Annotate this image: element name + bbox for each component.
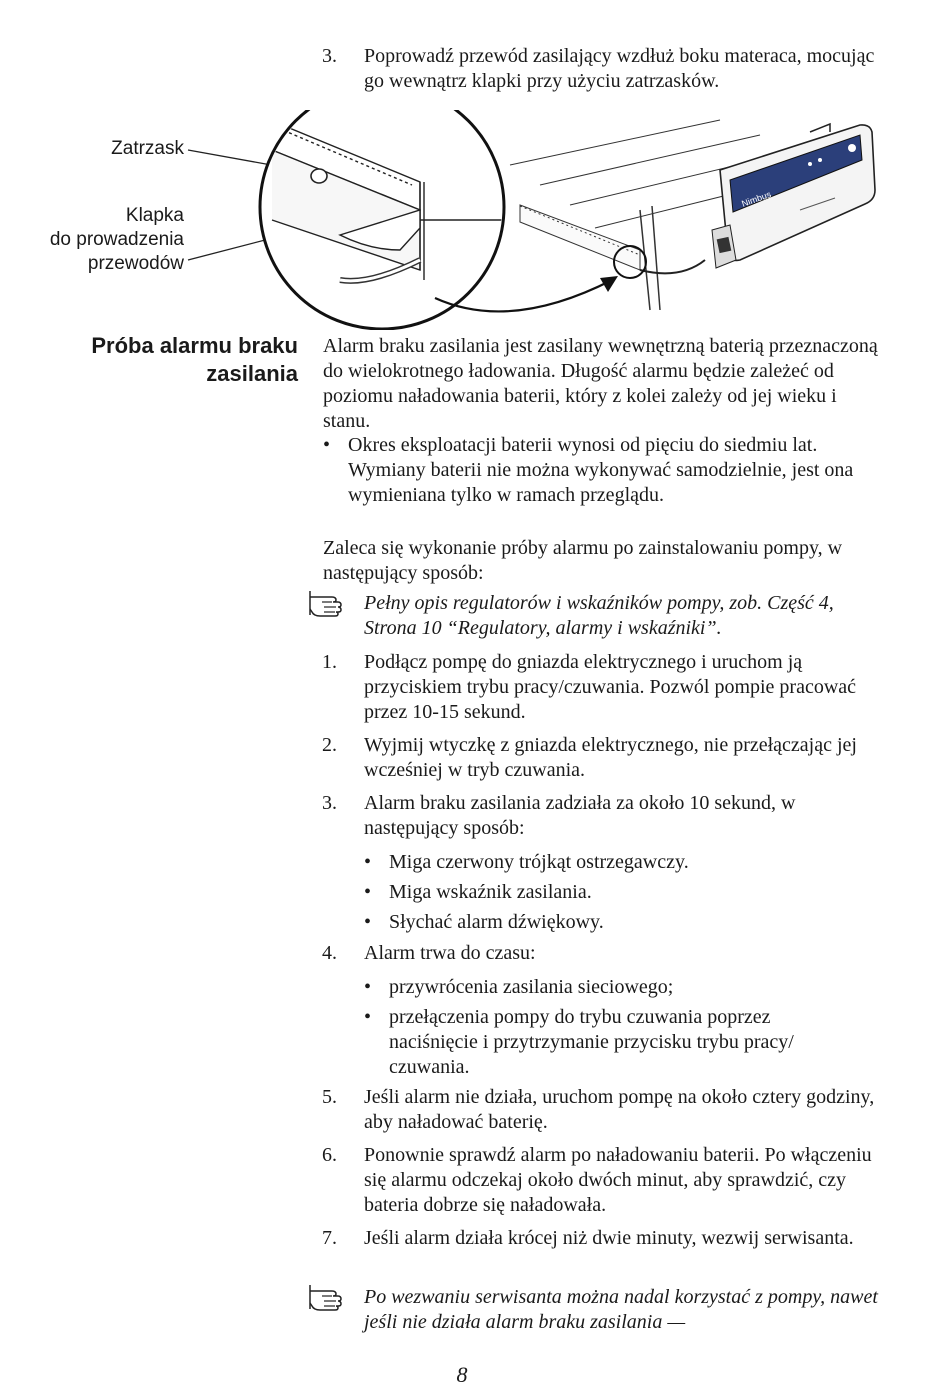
- step4-bullet-text: przywrócenia zasilania sieciowego;: [389, 976, 674, 998]
- section-heading-line1: Próba alarmu braku: [91, 333, 298, 358]
- step-4: [322, 941, 882, 966]
- step-number: 7.: [322, 1227, 337, 1249]
- bullet-mark: •: [364, 1006, 372, 1028]
- pointing-hand-icon: [308, 589, 348, 617]
- step-number: 3.: [322, 792, 337, 814]
- recommend-paragraph: Zaleca się wykonanie próby alarmu po zainstalowaniu pompy, w następujący sposób:: [323, 537, 843, 584]
- step-7: [322, 1226, 882, 1251]
- step-number: 4.: [322, 942, 337, 964]
- step-2: [322, 733, 882, 783]
- step3-bullet-text: Miga wskaźnik zasilania.: [389, 881, 592, 903]
- step-text: Alarm braku zasilania zadziała za około 10 sekund, w następujący sposób:: [364, 792, 796, 839]
- intro-step-text: Poprowadź przewód zasilający wzdłuż boku materaca, mocując go wewnątrz klapki przy użyciu zatrzasków.: [364, 45, 875, 92]
- step-text: Ponownie sprawdź alarm po naładowaniu baterii. Po włączeniu się alarmu odczekaj około dwóch minut, aby sprawdzić, czy bateria dobrze się naładowała.: [364, 1144, 872, 1216]
- step-3: [322, 791, 882, 841]
- step3-bullet-text: Miga czerwony trójkąt ostrzegawczy.: [389, 851, 689, 873]
- callout-flap-line3: przewodów: [87, 253, 184, 274]
- step-text: Jeśli alarm działa krócej niż dwie minuty, wezwij serwisanta.: [364, 1227, 854, 1249]
- step-5: [322, 1085, 882, 1135]
- step3-bullet: [364, 880, 904, 905]
- intro-step: [322, 44, 882, 94]
- note-service-text: Po wezwaniu serwisanta można nadal korzystać z pompy, nawet jeśli nie działa alarm braku zasilania —: [364, 1286, 878, 1333]
- bullet-mark: •: [323, 434, 331, 456]
- step3-bullet: [364, 910, 904, 935]
- step3-bullet-text: Słychać alarm dźwiękowy.: [389, 911, 604, 933]
- bullet-mark: •: [364, 851, 372, 873]
- step-text: Wyjmij wtyczkę z gniazda elektrycznego, nie przełączając jej wcześniej w tryb czuwania.: [364, 734, 857, 781]
- step4-bullet: [364, 1005, 864, 1080]
- step-text: Podłącz pompę do gniazda elektrycznego i uruchom ją przyciskiem trybu pracy/czuwania. Pozwól pompie pracować przez 10-15 sekund.: [364, 651, 857, 723]
- step-6: [322, 1143, 882, 1218]
- callout-flap: [30, 204, 184, 276]
- step-number: 1.: [322, 651, 337, 673]
- step-text: Alarm trwa do czasu:: [364, 942, 536, 964]
- page-number: 8: [456, 1362, 468, 1387]
- callout-flap-line2: do prowadzenia: [49, 229, 184, 250]
- section-heading: [40, 332, 298, 388]
- bullet-mark: •: [364, 881, 372, 903]
- note-service: [308, 1285, 888, 1335]
- intro-paragraph: Alarm braku zasilania jest zasilany wewnętrzną baterią przeznaczoną do wielokrotnego ładowania. Długość alarmu będzie zależeć od poziomu naładowania baterii, który z kolei zależy od jej wieku i stanu.: [323, 335, 878, 432]
- step4-bullet: [364, 975, 864, 1000]
- step-number: 2.: [322, 734, 337, 756]
- step-number: 5.: [322, 1086, 337, 1108]
- callout-flap-line1: Klapka: [125, 205, 184, 226]
- intro-step-number: 3.: [322, 45, 337, 67]
- bullet-mark: •: [364, 976, 372, 998]
- battery-bullet-text: Okres eksploatacji baterii wynosi od pięciu do siedmiu lat. Wymiany baterii nie można wykonywać samodzielnie, jest ona wymieniana tylko w ramach przeglądu.: [348, 434, 854, 506]
- bullet-mark: •: [364, 911, 372, 933]
- callout-snap: Zatrzask: [111, 138, 184, 159]
- pointing-hand-icon: [308, 1283, 348, 1311]
- note-reference: [308, 591, 888, 641]
- step3-bullet: [364, 850, 904, 875]
- step-text: Jeśli alarm nie działa, uruchom pompę na około cztery godziny, aby naładować baterię.: [364, 1086, 875, 1133]
- pump-device: [640, 124, 875, 273]
- battery-bullet: [323, 433, 863, 508]
- step4-bullet-text: przełączenia pompy do trybu czuwania poprzez naciśnięcie i przytrzymanie przycisku trybu pracy/ czuwania.: [389, 1006, 794, 1078]
- section-heading-line2: zasilania: [206, 361, 298, 386]
- step-1: [322, 650, 882, 725]
- note-reference-text: Pełny opis regulatorów i wskaźników pompy, zob. Część 4, Strona 10 “Regulatory, alarmy i wskaźniki”.: [364, 592, 834, 639]
- step-number: 6.: [322, 1144, 337, 1166]
- pump-brand-label: Nimbus: [740, 189, 773, 209]
